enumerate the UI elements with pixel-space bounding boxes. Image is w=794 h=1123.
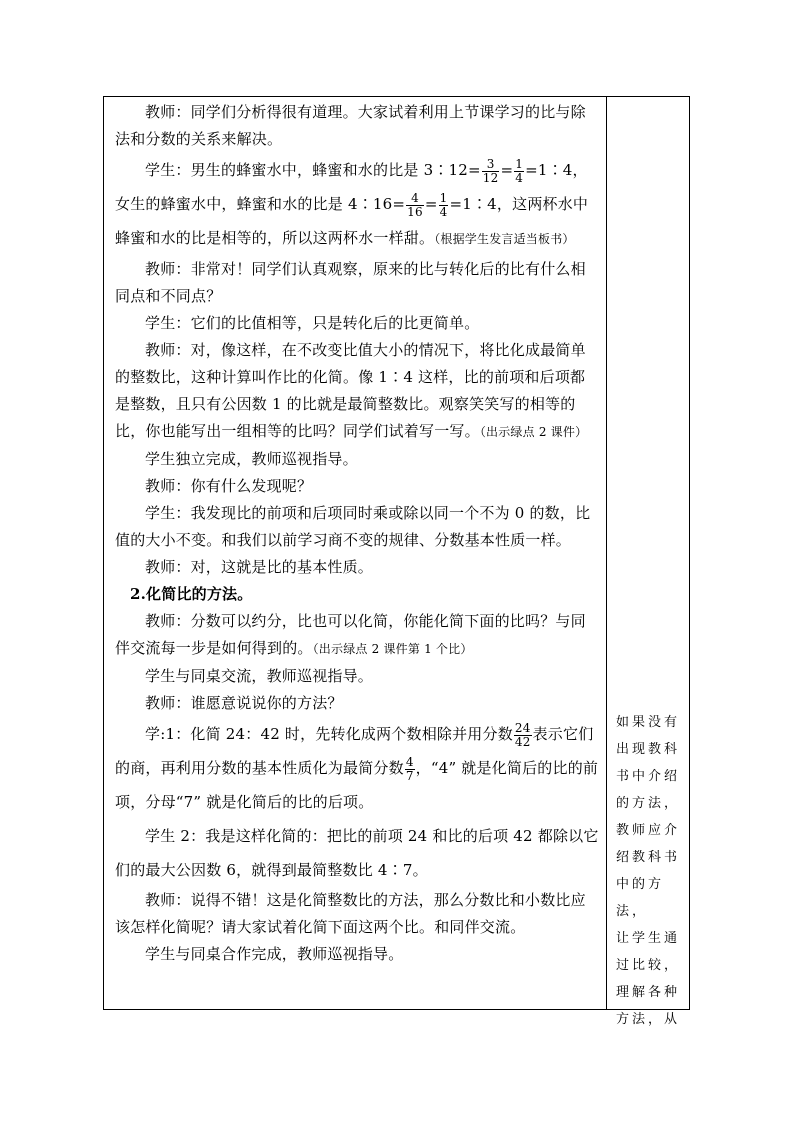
note: （根据学生发言适当板书）	[434, 232, 575, 246]
paragraph-student-method	[115, 717, 599, 819]
text-run: 教师：对，像这样，在不改变比值大小的情况下，将比化成最简单的整数比，这种计算叫作比的化简。像 1∶4 这样，比的前项和后项都是整数，且只有公因数 1 的比就是最简整数比。观察笑笑写的相等的比，你也能写出一组相等的比吗？同学们试着写一写。	[115, 341, 586, 440]
side-note-line: 绍教科书	[616, 850, 681, 865]
fraction	[406, 192, 424, 219]
side-note-line: 中的方法，	[616, 877, 665, 919]
paragraph: 教师：谁愿意说说你的方法？	[145, 694, 343, 712]
text-run: =1∶4，女生的蜂蜜水中，蜂蜜和水的比是 4∶16=	[115, 161, 588, 213]
fraction	[514, 722, 532, 749]
paragraph: 教师：非常对！同学们认真观察，原来的比与转化后的比有什么相同点和不同点？	[115, 260, 586, 305]
paragraph: 学生与同桌合作完成，教师巡视指导。	[145, 945, 404, 963]
column-divider	[606, 97, 607, 1009]
note: （出示绿点 2 课件第 1 个比）	[312, 642, 473, 656]
paragraph	[115, 608, 599, 663]
text-run: 教师：分数可以约分，比也可以化简，你能化简下面的比吗？与同伴交流每一步是如何得到的。	[115, 612, 586, 657]
paragraph: 学生与同桌交流，教师巡视指导。	[145, 667, 374, 685]
side-note-line: 过比较，	[616, 958, 681, 973]
text-run: 表示它们的商，再利用分数的基本性质化为最简分数	[115, 725, 594, 777]
side-note-line: 如果没有	[616, 715, 681, 730]
numerator: 3	[482, 158, 500, 172]
paragraph: 学生：它们的比值相等，只是转化后的比更简单。	[145, 314, 480, 332]
denominator: 16	[407, 204, 423, 219]
text-run: =1∶4，这两杯水中蜂蜜和水的比是相等的，所以这两杯水一样甜。	[115, 195, 589, 247]
numerator: 24	[514, 720, 531, 735]
text-run: =	[500, 161, 514, 179]
lesson-table	[103, 96, 690, 1027]
side-note-line: 让学生通	[616, 931, 681, 946]
fraction	[514, 158, 524, 185]
denominator: 4	[439, 204, 448, 219]
paragraph: 学生独立完成，教师巡视指导。	[145, 450, 358, 468]
text-run: =	[424, 195, 438, 213]
paragraph: 教师：对，这就是比的基本性质。	[145, 558, 374, 576]
paragraph: 教师：同学们分析得很有道理。大家试着利用上节课学习的比与除法和分数的关系来解决。	[115, 103, 586, 148]
paragraph: 教师：你有什么发现呢？	[145, 477, 313, 495]
denominator: 7	[405, 768, 414, 783]
main-column	[115, 99, 599, 968]
side-note-line: 教师应介	[616, 823, 681, 838]
side-note-line: 理解各种	[616, 985, 681, 1000]
numerator: 1	[439, 190, 448, 205]
denominator: 42	[514, 734, 531, 749]
paragraph: 学生：我发现比的前项和后项同时乘或除以同一个不为 0 的数，比值的大小不变。和我们以前学习商不变的规律、分数基本性质一样。	[115, 504, 591, 549]
note: （出示绿点 2 课件）	[479, 425, 588, 439]
side-note-line: 书中介绍	[616, 769, 681, 784]
side-note-line: 出现教科	[616, 742, 681, 757]
fraction	[439, 192, 449, 219]
numerator: 4	[406, 192, 424, 206]
paragraph: 学生 2：我是这样化简的：把比的前项 24 和比的后项 42 都除以它们的最大公因数 6，就得到最简整数比 4∶7。	[115, 827, 599, 879]
side-note-line: 的方法，	[616, 796, 681, 811]
denominator: 12	[482, 170, 499, 185]
text-run: 学:1：化简 24：42 时，先转化成两个数相除并用分数	[145, 725, 513, 743]
text-run: 学生：男生的蜂蜜水中，蜂蜜和水的比是 3∶12=	[145, 161, 481, 179]
text-run: ，“4” 就是化简后的比的前项，分母“7” 就是化简后的比的后项。	[115, 759, 599, 811]
numerator: 1	[515, 156, 524, 171]
side-note-line: 方法，从	[616, 1012, 681, 1027]
denominator: 4	[515, 170, 524, 185]
paragraph: 教师：说得不错！这是化简整数比的方法，那么分数比和小数比应该怎样化简呢？请大家试着化简下面这两个比。和同伴交流。	[115, 891, 586, 936]
paragraph-ratio-example	[115, 153, 599, 256]
side-notes-column	[616, 709, 684, 1033]
paragraph	[115, 337, 599, 446]
fraction	[482, 158, 500, 185]
section-heading: 2.化简比的方法。	[130, 585, 253, 603]
numerator: 4	[405, 754, 414, 769]
fraction	[405, 756, 415, 783]
